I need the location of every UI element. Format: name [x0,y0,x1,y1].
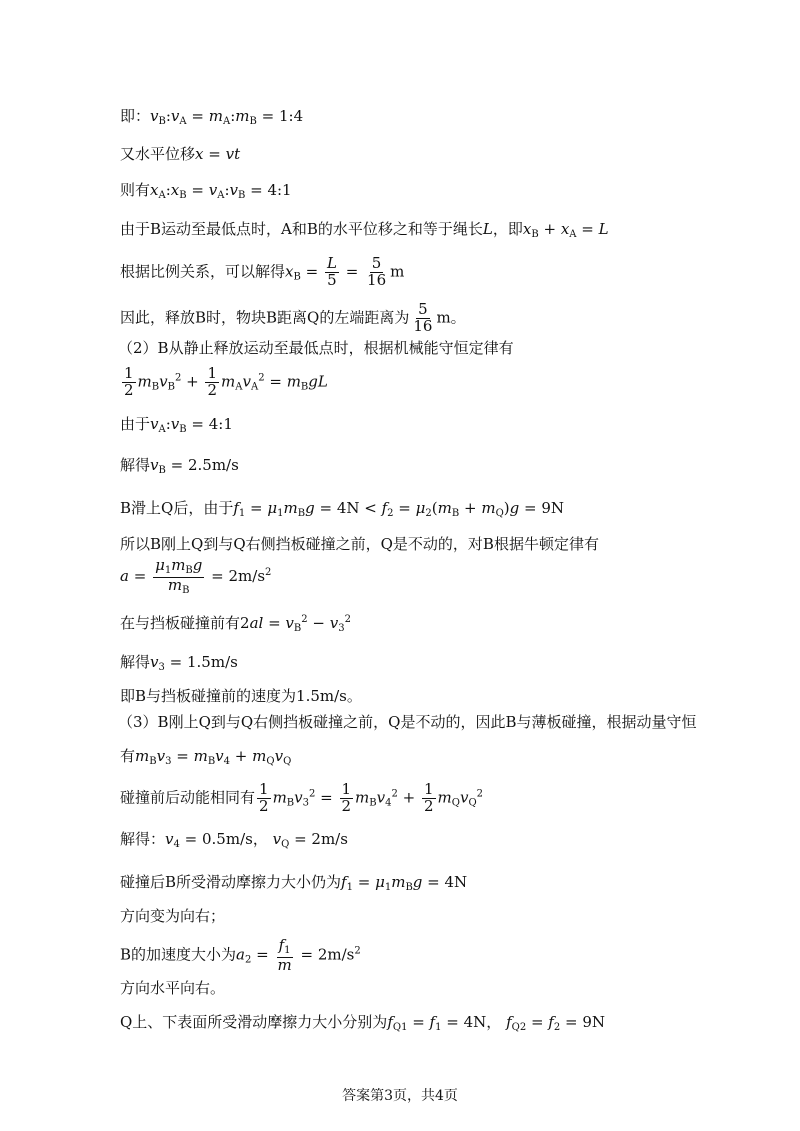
eq-kinetic-energy: 碰撞前后动能相同有 $\frac{1}{2}$ $m_Bv_3^2$ = $\frac{1}{2}$ $m_Bv_4^2$ + $\frac{1}{2}$ $m_Qv_Q^2$ [120,780,484,815]
text-direction-right: 方向变为向右； [120,907,226,925]
result-v3: 解得$v_3 = 1.5m/s$ [120,653,238,673]
result-v4-vQ: 解得：$v_4 = 0.5m/s$， $v_Q = 2m/s$ [120,830,348,850]
eq-Q-friction: Q上、下表面所受滑动摩擦力大小分别为$f_{Q1} = f_1 = 4N$， $f_{Q2} = f_2 = 9N$ [120,1013,606,1033]
part-3-heading: （3）B刚上Q到与Q右侧挡板碰撞之前，Q是不动的，因此B与薄板碰撞，根据动量守恒 [118,713,697,731]
eq-friction-compare: B滑上Q后，由于$f_1 = \mu_1m_Bg = 4N < f_2 = \mu_2(m_B + m_Q)g = 9N$ [120,499,565,519]
eq-horizontal-displacement: 又水平位移x = vt [120,145,241,163]
text-direction-horizontal-right: 方向水平向右。 [120,979,226,997]
eq-acceleration: a = $\frac{\mu_1m_Bg}{m_B}$ = $2m/s^2$ [120,556,272,596]
eq-rope-length: 由于B运动至最低点时，A和B的水平位移之和等于绳长L，即$x_B + x_A = L$ [120,220,609,240]
fraction-5-over-16: $\frac{5}{16}$ [367,254,387,289]
eq-vA-vB-ratio: 由于$v_A:v_B$ = 4:1 [120,415,233,435]
result-vB: 解得$v_B = 2.5m/s$ [120,456,239,476]
eq-acceleration-a2: B的加速度大小为$a_2$ = $\frac{f_1}{m}$ = $2m/s^2$ [120,936,361,974]
fraction-L-over-5: $\frac{L}{5}$ [326,254,337,289]
text-velocity-before-collision: 即B与挡板碰撞前的速度为1.5m/s。 [120,687,362,705]
conclusion-distance: 因此，释放B时，物块B距离Q的左端距离为 $\frac{5}{16}$ m。 [120,300,466,335]
eq-kinematics: 在与挡板碰撞前有$2al = v_B^2 - v_3^2$ [120,614,351,634]
eq-momentum-conservation: 有$m_Bv_3 = m_Bv_4 + m_Qv_Q$ [120,747,292,767]
part-2-heading: （2）B从静止释放运动至最低点时，根据机械能守恒定律有 [118,339,514,357]
eq-friction-after: 碰撞后B所受滑动摩擦力大小仍为$f_1 = \mu_1m_Bg = 4N$ [120,873,468,893]
page-footer: 答案第3页，共4页 [342,1088,458,1104]
eq-solve-xB: 根据比例关系，可以解得$x_B$ = $\frac{L}{5}$ = $\frac{5}{16}$ m [120,254,405,289]
eq-displacement-ratio: 则有$x_A:x_B$ = $v_A:v_B$ = 4:1 [120,181,292,201]
fraction-distance: $\frac{5}{16}$ [413,300,433,335]
text-newton-law: 所以B刚上Q到与Q右侧挡板碰撞之前，Q是不动的，对B根据牛顿定律有 [120,535,599,553]
eq-velocity-ratio: 即：$v_B:v_A$ = $m_A:m_B$ = 1:4 [120,107,304,127]
eq-energy-conservation: $\frac{1}{2}$ $m_Bv_B^2$ + $\frac{1}{2}$ $m_Av_A^2 = m_BgL$ [124,364,328,399]
